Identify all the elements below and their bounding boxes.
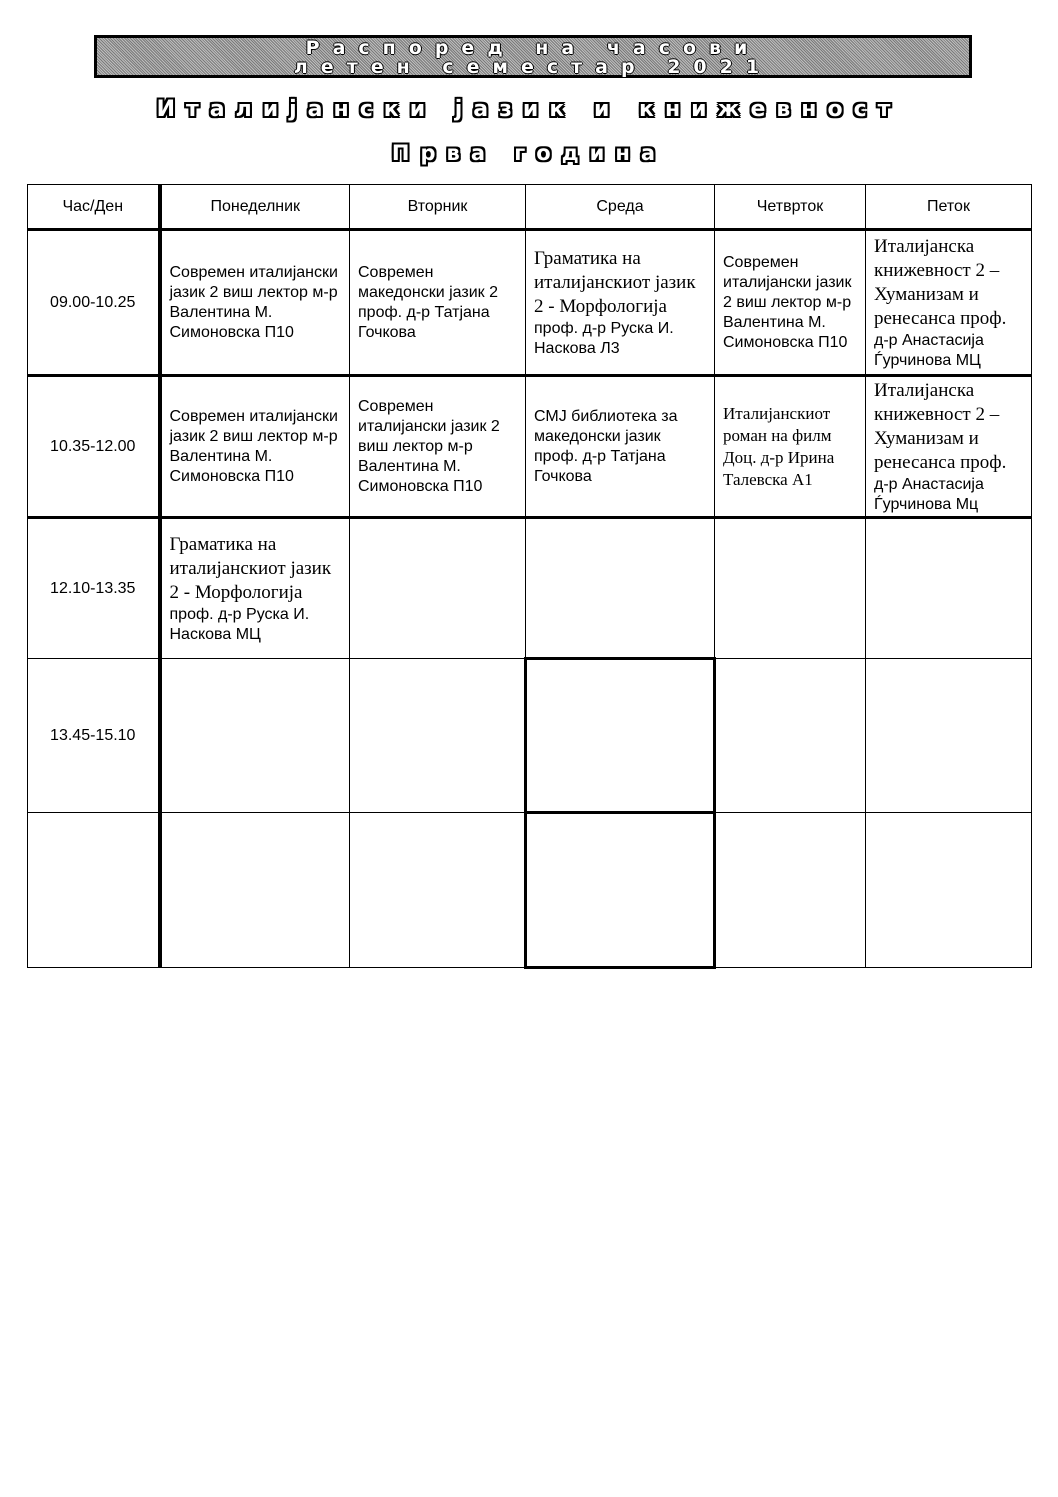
class-cell: [160, 518, 350, 659]
empty-cell: [160, 813, 350, 968]
header-thursday: Четврток: [715, 185, 866, 230]
empty-cell: [866, 518, 1032, 659]
table-row: [28, 230, 1032, 376]
banner-semester: летен семестар 2021: [293, 56, 773, 78]
course-teacher: д-р Анастасија Ѓурчинова Мц: [874, 475, 984, 513]
header-time: Час/Ден: [28, 185, 160, 230]
class-cell: [526, 230, 715, 376]
course-teacher: проф. д-р Руска И. Наскова МЦ: [169, 605, 310, 643]
time-slot: 10.35-12.00: [28, 376, 160, 518]
time-slot: 09.00-10.25: [28, 230, 160, 376]
empty-cell: [350, 518, 526, 659]
empty-cell: [866, 813, 1032, 968]
table-row: [28, 813, 1032, 968]
header-wednesday: Среда: [526, 185, 715, 230]
class-cell: Современ италијански јазик 2 виш лектор м-р Валентина М. Симоновска П10: [160, 230, 350, 376]
header-friday: Петок: [866, 185, 1032, 230]
course-teacher: д-р Анастасија Ѓурчинова МЦ: [874, 331, 984, 369]
program-title: Италијански јазик и книжевност: [156, 97, 902, 122]
course-title: Граматика на италијанскиот јазик 2 - Морфологија: [534, 247, 696, 317]
course-teacher: проф. д-р Руска И. Наскова Л3: [534, 319, 674, 357]
header-monday: Понеделник: [160, 185, 350, 230]
class-cell: [866, 230, 1032, 376]
header-tuesday: Вторник: [350, 185, 526, 230]
empty-cell: [715, 813, 866, 968]
course-title: Италијанска книжевност 2 – Хуманизам и ренесанса проф.: [874, 379, 1007, 473]
banner-title: Распоред на часови: [305, 37, 761, 59]
empty-cell: [160, 659, 350, 813]
class-cell: СМЈ библиотека за македонски јазик проф. д-р Татјана Гочкова: [526, 376, 715, 518]
time-slot: 13.45-15.10: [28, 659, 160, 813]
empty-cell: [715, 659, 866, 813]
empty-cell: [526, 518, 715, 659]
class-cell: Современ италијански јазик 2 виш лектор м-р Валентина М. Симоновска П10: [350, 376, 526, 518]
empty-cell: [526, 659, 715, 813]
empty-cell: [350, 813, 526, 968]
empty-cell: [715, 518, 866, 659]
time-slot: [28, 813, 160, 968]
course-title: Граматика на италијанскиот јазик 2 - Морфологија: [169, 533, 332, 603]
table-row: [28, 376, 1032, 518]
table-row: [28, 518, 1032, 659]
year-title: Прва година: [391, 141, 667, 165]
empty-cell: [526, 813, 715, 968]
class-cell: Современ италијански јазик 2 виш лектор м-р Валентина М. Симоновска П10: [715, 230, 866, 376]
empty-cell: [350, 659, 526, 813]
class-cell: Современ италијански јазик 2 виш лектор м-р Валентина М. Симоновска П10: [160, 376, 350, 518]
course-title: Италијанска книжевност 2 – Хуманизам и ренесанса проф.: [874, 235, 1007, 329]
empty-cell: [866, 659, 1032, 813]
header-row: [28, 185, 1032, 230]
table-row: [28, 659, 1032, 813]
class-cell: Италијанскиот роман на филм Доц. д-р Ирина Талевска А1: [715, 376, 866, 518]
schedule-table: [27, 184, 1032, 969]
class-cell: Современ македонски јазик 2 проф. д-р Татјана Гочкова: [350, 230, 526, 376]
time-slot: 12.10-13.35: [28, 518, 160, 659]
schedule-banner: [94, 35, 972, 78]
class-cell: [866, 376, 1032, 518]
